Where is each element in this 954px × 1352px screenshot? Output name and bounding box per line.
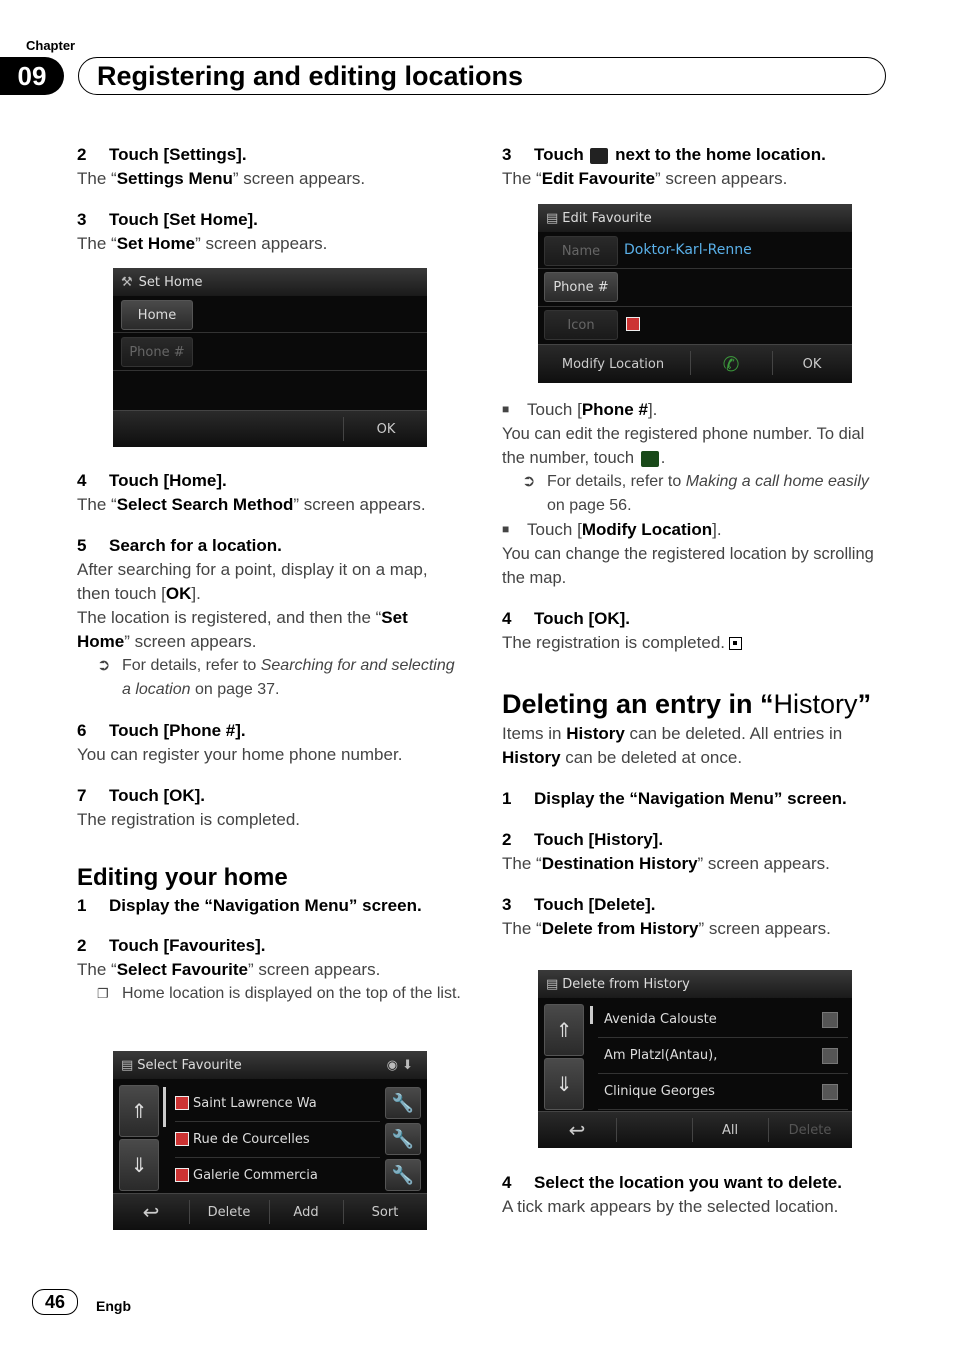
back-icon[interactable]: ↩	[568, 1118, 586, 1142]
scrollbar[interactable]	[590, 1006, 593, 1024]
step-text: The “Select Search Method” screen appears.	[77, 495, 426, 514]
language-code: Engb	[96, 1298, 131, 1314]
wrench-icon[interactable]: 🔧	[385, 1087, 421, 1119]
step-text: The “Settings Menu” screen appears.	[77, 169, 366, 188]
screen-bottom-bar	[538, 1111, 852, 1148]
scroll-down-button[interactable]: ⇓	[119, 1139, 159, 1191]
sort-icon: ◉ ⬇	[386, 1057, 413, 1073]
bullet-item: ■ Touch [Modify Location].	[502, 518, 887, 542]
step-text: The “Destination History” screen appears.	[502, 854, 830, 873]
screen-title-bar: ▤ Edit Favourite	[538, 204, 852, 232]
screen-bottom-bar	[113, 1193, 427, 1230]
wrench-icon	[590, 148, 608, 164]
modify-location-button[interactable]: Modify Location	[561, 356, 665, 372]
end-mark-icon	[729, 637, 742, 650]
section-intro: Items in History can be deleted. All entries in History can be deleted at once.	[502, 724, 843, 767]
step-text: The registration is completed.	[77, 810, 300, 829]
add-button[interactable]: Add	[293, 1204, 319, 1220]
step-heading: 2 Touch [History].	[502, 830, 664, 849]
phone-button[interactable]: Phone #	[121, 337, 193, 367]
list-item[interactable]: Galerie Commercia	[175, 1157, 380, 1194]
name-value: Doktor-Karl-Renne	[624, 242, 752, 258]
reference-note: ➲ For details, refer to Searching for and selecting a location on page 37.	[77, 654, 462, 702]
step-heading: 2 Touch [Settings].	[77, 145, 247, 164]
step-heading: 4 Select the location you want to delete.	[502, 1173, 842, 1192]
screen-bottom-bar	[538, 344, 852, 383]
checkbox-icon: ❐	[97, 986, 109, 1001]
checkbox[interactable]	[822, 1012, 838, 1028]
step-text: The registration is completed.	[502, 631, 887, 655]
back-icon[interactable]: ↩	[142, 1200, 160, 1224]
screen-title-bar: ⚒ Set Home	[113, 268, 427, 296]
step-text: The “Set Home” screen appears.	[77, 234, 328, 253]
step-heading: 3 Touch [Set Home].	[77, 210, 258, 229]
reference-note: ➲ For details, refer to Making a call home easily on page 56.	[502, 470, 887, 518]
section-title: Editing your home	[77, 864, 288, 891]
scrollbar[interactable]	[163, 1087, 166, 1127]
step-text: After searching for a point, display it on a map, then touch [OK].	[77, 560, 428, 603]
step-heading: 1 Display the “Navigation Menu” screen.	[77, 896, 422, 915]
edit-favourite-screenshot	[538, 204, 852, 383]
left-column	[77, 143, 462, 256]
step-heading: 1 Display the “Navigation Menu” screen.	[502, 789, 847, 808]
home-button[interactable]: Home	[121, 300, 193, 330]
list-item[interactable]: Rue de Courcelles	[175, 1121, 380, 1158]
name-label: Name	[544, 236, 618, 266]
step-heading: 3 Touch [Delete].	[502, 895, 656, 914]
screen-bottom-bar	[113, 410, 427, 447]
step-heading: 2 Touch [Favourites].	[77, 936, 266, 955]
chapter-label: Chapter	[26, 38, 76, 53]
phone-button[interactable]: Phone #	[544, 272, 618, 302]
list-item[interactable]: Am Platzl(Antau),	[598, 1038, 848, 1074]
delete-button[interactable]: Delete	[207, 1204, 251, 1220]
screen-title-bar: ▤ Delete from History	[538, 970, 852, 998]
location-icon	[626, 317, 640, 331]
section-title: Deleting an entry in “History”	[502, 689, 872, 719]
list-note: ❐ Home location is displayed on the top of the list.	[77, 982, 462, 1006]
step-text: The “Edit Favourite” screen appears.	[502, 169, 788, 188]
screen-title-bar: ▤ Select Favourite ◉ ⬇	[113, 1051, 427, 1079]
checkbox[interactable]	[822, 1048, 838, 1064]
scroll-down-button[interactable]: ⇓	[544, 1058, 584, 1110]
bullet-icon: ■	[502, 402, 510, 416]
step-heading: 4 Touch [OK].	[502, 609, 630, 628]
phone-call-icon	[641, 451, 659, 467]
page-number: 46	[32, 1289, 78, 1315]
left-column-2	[77, 469, 462, 1006]
delete-history-screenshot	[538, 970, 852, 1148]
set-home-screenshot	[113, 268, 427, 447]
step-text: You can register your home phone number.	[77, 745, 403, 764]
list-item[interactable]: Clinique Georges	[598, 1074, 848, 1110]
list-item[interactable]: Avenida Calouste	[598, 1002, 848, 1038]
ok-button[interactable]: OK	[802, 356, 822, 372]
step-text: The “Delete from History” screen appears.	[502, 919, 831, 938]
right-column-3	[502, 1171, 887, 1219]
page-title-text: Registering and editing locations	[97, 60, 524, 91]
right-column	[502, 143, 887, 191]
step-text: The “Select Favourite” screen appears.	[77, 960, 381, 979]
checkbox[interactable]	[822, 1084, 838, 1100]
page-title	[78, 57, 886, 95]
step-heading: 6 Touch [Phone #].	[77, 721, 246, 740]
icon-label: Icon	[544, 310, 618, 340]
delete-button[interactable]: Delete	[788, 1122, 832, 1138]
arrow-icon: ➲	[97, 657, 111, 674]
phone-call-icon[interactable]: ✆	[722, 352, 740, 376]
scroll-up-button[interactable]: ⇑	[544, 1004, 584, 1056]
list-item[interactable]: Saint Lawrence Wa	[175, 1085, 380, 1122]
select-favourite-screenshot	[113, 1051, 427, 1230]
ok-button[interactable]: OK	[376, 421, 396, 437]
step-text: The location is registered, and then the “Set Home” screen appears.	[77, 608, 408, 651]
arrow-icon: ➲	[522, 473, 536, 490]
step-heading: 3 Touch next to the home location.	[502, 145, 826, 164]
scroll-up-button[interactable]: ⇑	[119, 1085, 159, 1137]
right-column-2	[502, 398, 887, 941]
step-text: A tick mark appears by the selected location.	[502, 1197, 839, 1216]
wrench-icon[interactable]: 🔧	[385, 1159, 421, 1191]
step-heading: 5 Search for a location.	[77, 536, 282, 555]
step-heading: 7 Touch [OK].	[77, 786, 205, 805]
bullet-icon: ■	[502, 522, 510, 536]
bullet-item: ■ Touch [Phone #].	[502, 398, 887, 422]
sort-button[interactable]: Sort	[371, 1204, 399, 1220]
wrench-icon[interactable]: 🔧	[385, 1123, 421, 1155]
bullet-text: You can change the registered location by scrolling the map.	[502, 545, 874, 587]
chapter-number: 09	[0, 57, 64, 95]
bullet-text: You can edit the registered phone number. To dial the number, touch .	[502, 425, 865, 467]
all-button[interactable]: All	[721, 1122, 739, 1138]
step-heading: 4 Touch [Home].	[77, 471, 227, 490]
